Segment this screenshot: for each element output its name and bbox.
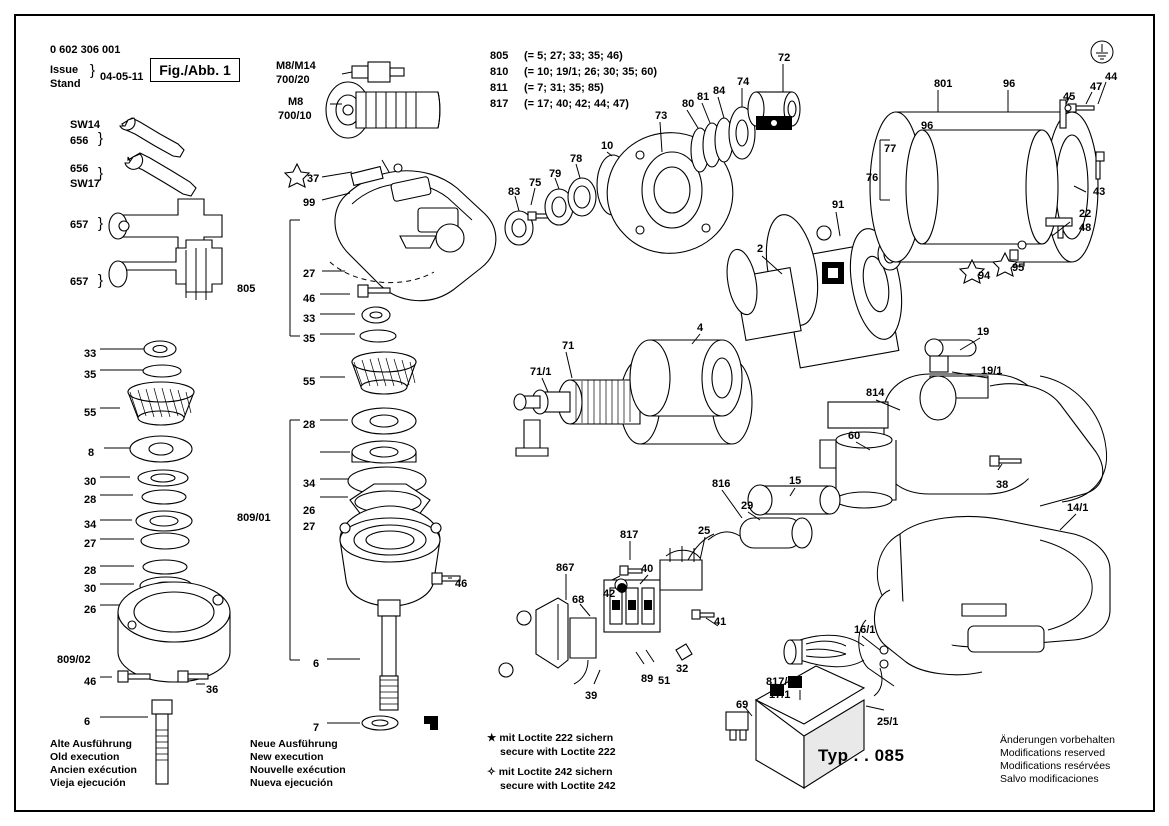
callout-55: 55: [303, 376, 316, 388]
tool-sw14-label: SW14: [70, 119, 100, 131]
kit-805-code: 805: [490, 50, 509, 62]
callout-77: 77: [884, 143, 897, 155]
callout-76: 76: [866, 172, 879, 184]
callout-8: 8: [88, 447, 95, 459]
callout-44: 44: [1105, 71, 1118, 83]
kit-810-contents: (= 10; 19/1; 26; 30; 35; 60): [524, 66, 657, 78]
old-exec-en: Old execution: [50, 751, 120, 764]
callout-46: 46: [84, 676, 97, 688]
callout-39: 39: [585, 690, 598, 702]
callout-48: 48: [1079, 222, 1092, 234]
callout-809-02: 809/02: [57, 654, 91, 666]
callout-25: 25: [698, 525, 711, 537]
callout-95: 95: [1012, 262, 1025, 274]
callout-656-a: 656: [70, 135, 89, 147]
callout-805: 805: [237, 283, 256, 295]
callout-30: 30: [84, 583, 97, 595]
callout-809-01: 809/01: [237, 512, 271, 524]
callout-26: 26: [84, 604, 97, 616]
callout-34: 34: [303, 478, 316, 490]
callout-41: 41: [714, 616, 727, 628]
callout-814: 814: [866, 387, 885, 399]
new-execution-block: [250, 738, 346, 791]
callout-10: 10: [601, 140, 614, 152]
callout-99: 99: [303, 197, 316, 209]
footnote-star-de-text: mit Loctite 222 sichern: [499, 732, 614, 744]
callout-19-1: 19/1: [981, 365, 1003, 377]
callout-47: 47: [1090, 81, 1103, 93]
wrench-group: [109, 118, 222, 300]
callout-38: 38: [996, 479, 1009, 491]
callout-30: 30: [84, 476, 97, 488]
callout-867: 867: [556, 562, 575, 574]
callout-657-a: 657: [70, 219, 89, 231]
type-label: Typ . . 085: [818, 746, 905, 765]
handle-m8m14: M8/M14: [276, 60, 316, 72]
callout-35: 35: [303, 333, 316, 345]
earth-symbol: [1091, 41, 1113, 63]
callout-817: 817: [620, 529, 639, 541]
new-exec-es: Nueva ejecución: [250, 777, 333, 790]
callout-36: 36: [206, 684, 219, 696]
callout-22: 22: [1079, 208, 1092, 220]
callout-84: 84: [713, 85, 726, 97]
callout-75: 75: [529, 177, 542, 189]
callout-19: 19: [977, 326, 990, 338]
brace-656-a: }: [98, 130, 104, 147]
callout-81: 81: [697, 91, 710, 103]
callout-40: 40: [641, 563, 654, 575]
kit-805-contents: (= 5; 27; 33; 35; 46): [524, 50, 623, 62]
callout-46: 46: [303, 293, 316, 305]
callout-4: 4: [697, 322, 704, 334]
callout-71: 71: [562, 340, 575, 352]
callout-89: 89: [641, 673, 654, 685]
callout-69: 69: [736, 699, 749, 711]
switch-electronics: [499, 518, 812, 684]
callout-801: 801: [934, 78, 953, 90]
callout-74: 74: [737, 76, 750, 88]
callout-33: 33: [303, 313, 316, 325]
footnote-diamond-de: ✧ mit Loctite 242 sichern: [487, 766, 613, 778]
callout-35: 35: [84, 369, 97, 381]
stand-label: Stand: [50, 78, 81, 90]
callout-26: 26: [303, 505, 316, 517]
callout-6: 6: [313, 658, 320, 670]
callout-83: 83: [508, 186, 521, 198]
callout-2: 2: [757, 243, 764, 255]
old-execution-stack: [100, 341, 230, 784]
callout-68: 68: [572, 594, 585, 606]
old-exec-es: Vieja ejecución: [50, 777, 126, 790]
mod-es: Salvo modificaciones: [1000, 773, 1099, 786]
callout-15: 15: [789, 475, 802, 487]
tool-sw17-label: SW17: [70, 178, 100, 190]
callout-80: 80: [682, 98, 695, 110]
callout-91: 91: [832, 199, 845, 211]
brace-656-b: }: [98, 165, 104, 182]
old-exec-fr: Ancien exécution: [50, 764, 137, 777]
new-exec-en: New execution: [250, 751, 324, 764]
handle-m8: M8: [288, 96, 304, 108]
callout-78: 78: [570, 153, 583, 165]
callout-71-1: 71/1: [530, 366, 552, 378]
handle-700-20: 700/20: [276, 74, 310, 86]
callout-16-1: 16/1: [854, 624, 876, 636]
footnote-diamond-en: secure with Loctite 242: [500, 780, 616, 792]
callout-55: 55: [84, 407, 97, 419]
callout-72: 72: [778, 52, 791, 64]
kit-817-code: 817: [490, 98, 509, 110]
new-exec-de: Neue Ausführung: [250, 738, 338, 750]
callout-7: 7: [313, 722, 320, 734]
callout-27: 27: [303, 521, 316, 533]
mod-de: Änderungen vorbehalten: [1000, 734, 1116, 746]
figure-label: Fig./Abb. 1: [150, 58, 240, 82]
side-handle: [326, 62, 440, 138]
new-exec-fr: Nouvelle exécution: [250, 764, 346, 777]
callout-32: 32: [676, 663, 689, 675]
callout-25-1: 25/1: [877, 716, 899, 728]
handle-700-10: 700/10: [278, 110, 312, 122]
callout-42: 42: [603, 588, 616, 600]
mod-en: Modifications reserved: [1000, 747, 1106, 760]
callout-656-b: 656: [70, 163, 89, 175]
callout-79: 79: [549, 168, 562, 180]
kit-811-contents: (= 7; 31; 35; 85): [524, 82, 604, 94]
kit-810-code: 810: [490, 66, 509, 78]
callout-6: 6: [84, 716, 91, 728]
callout-96: 96: [921, 120, 934, 132]
footnote-star-en: secure with Loctite 222: [500, 746, 616, 758]
housing-halves: [784, 516, 1110, 686]
old-exec-de: Alte Ausführung: [50, 738, 132, 750]
gear-head-housing: [322, 160, 496, 301]
callout-17-1: 17/1: [769, 689, 791, 701]
footnote-diamond-de-text: mit Loctite 242 sichern: [498, 766, 613, 778]
old-execution-block: [50, 738, 137, 791]
callout-14-1: 14/1: [1067, 502, 1089, 514]
callout-60: 60: [848, 430, 861, 442]
callout-94: 94: [978, 270, 991, 282]
callout-51: 51: [658, 675, 671, 687]
motor-housing: [870, 100, 1104, 266]
callout-33: 33: [84, 348, 97, 360]
callout-34: 34: [84, 519, 97, 531]
issue-date: 04-05-11: [100, 71, 144, 83]
callout-657-b: 657: [70, 276, 89, 288]
brace-657-a: }: [98, 215, 104, 232]
callout-817-01: 817/01: [766, 676, 800, 688]
callout-28: 28: [84, 565, 97, 577]
issue-label: Issue: [50, 64, 79, 76]
kit-817-contents: (= 17; 40; 42; 44; 47): [524, 98, 629, 110]
callout-45: 45: [1063, 91, 1076, 103]
callout-27: 27: [303, 268, 316, 280]
brace-657-b: }: [98, 272, 104, 289]
issue-brace: }: [90, 62, 96, 79]
footnote-star-de: ★ mit Loctite 222 sichern: [487, 732, 614, 744]
part-number: 0 602 306 001: [50, 44, 121, 56]
modifications-block: [1000, 734, 1115, 787]
callout-43: 43: [1093, 186, 1106, 198]
kit-811-code: 811: [490, 82, 508, 94]
callout-28: 28: [303, 419, 316, 431]
terminal-block: [726, 660, 888, 788]
callout-816: 816: [712, 478, 731, 490]
mod-fr: Modifications resérvées: [1000, 760, 1111, 773]
callout-46: 46: [455, 578, 468, 590]
callout-37: 37: [307, 173, 320, 185]
callout-27: 27: [84, 538, 97, 550]
callout-28: 28: [84, 494, 97, 506]
callout-96: 96: [1003, 78, 1016, 90]
callout-73: 73: [655, 110, 668, 122]
callout-29: 29: [741, 500, 754, 512]
